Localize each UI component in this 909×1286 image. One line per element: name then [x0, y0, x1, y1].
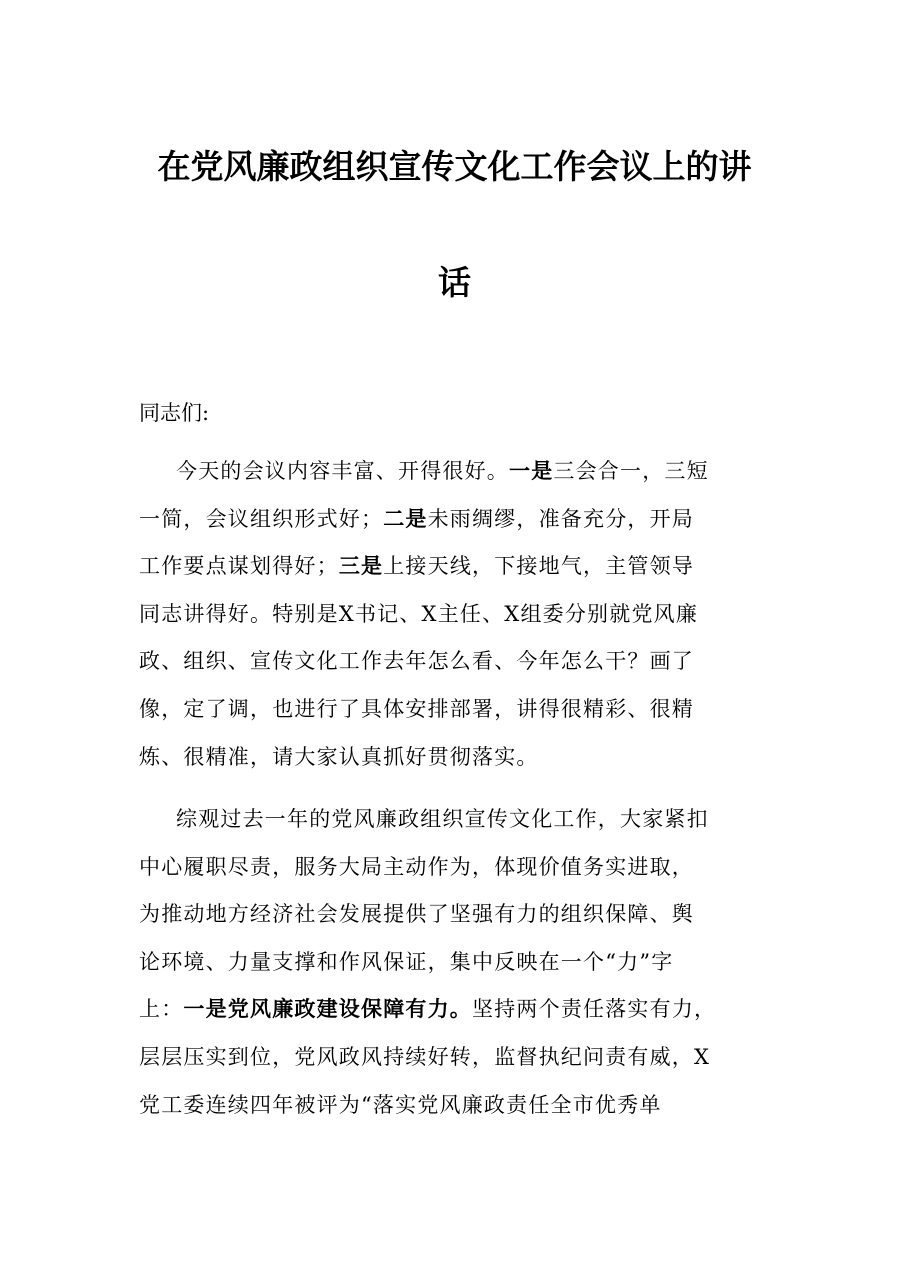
- paragraph-line: [139, 994, 799, 1042]
- text-run: 工作要点谋划得好；: [139, 554, 339, 579]
- paragraph-line: [139, 456, 799, 504]
- text-run: 坚持两个责任落实有力，: [472, 997, 717, 1022]
- paragraph-line: 同志讲得好。特别是X书记、X主任、X组委分别就党风廉: [139, 601, 699, 626]
- bold-text-run: 一是党风廉政建设保障有力。: [183, 997, 473, 1022]
- bold-text-run: 一是: [509, 459, 554, 483]
- paragraph-line: 炼、很精准，请大家认真抓好贯彻落实。: [139, 744, 539, 769]
- paragraph-line: 党工委连续四年被评为“落实党风廉政责任全市优秀单: [139, 1092, 662, 1117]
- text-run: 今天的会议内容丰富、开得很好。: [176, 459, 509, 483]
- text-run: 上接天线，下接地气，主管领导: [383, 554, 695, 579]
- paragraph-1: [139, 456, 799, 789]
- document-title-line-1: 在党风廉政组织宣传文化工作会议上的讲: [157, 147, 752, 186]
- paragraph-line: 像，定了调，也进行了具体安排部署，讲得很精彩、很精: [139, 696, 694, 721]
- paragraph-line: 综观过去一年的党风廉政组织宣传文化工作，大家紧扣: [176, 807, 709, 831]
- paragraph-line: 层层压实到位，党风政风持续好转，监督执纪问责有威，X: [139, 1044, 711, 1069]
- text-run: 上：: [139, 997, 184, 1022]
- bold-text-run: 二是: [383, 506, 428, 531]
- salutation: 同志们:: [139, 401, 210, 425]
- paragraph-line: [139, 504, 799, 552]
- paragraph-line: 政、组织、宣传文化工作去年怎么看、今年怎么干？画了: [139, 649, 694, 674]
- bold-text-run: 三是: [338, 554, 384, 579]
- paragraph-line: [139, 551, 799, 599]
- paragraph-line: 为推动地方经济社会发展提供了坚强有力的组织保障、舆: [139, 902, 694, 927]
- text-run: 未雨绸缪，准备充分，开局: [427, 506, 695, 531]
- paragraph-2: [139, 804, 799, 1137]
- text-run: 三会合一，三短: [553, 459, 709, 483]
- paragraph-line: 论环境、力量支撑和作风保证，集中反映在一个“力”字: [139, 949, 674, 974]
- document-title-line-2: 话: [438, 263, 471, 302]
- paragraph-line: 中心履职尽责，服务大局主动作为，体现价值务实进取，: [139, 854, 694, 879]
- text-run: 一简，会议组织形式好；: [139, 506, 384, 531]
